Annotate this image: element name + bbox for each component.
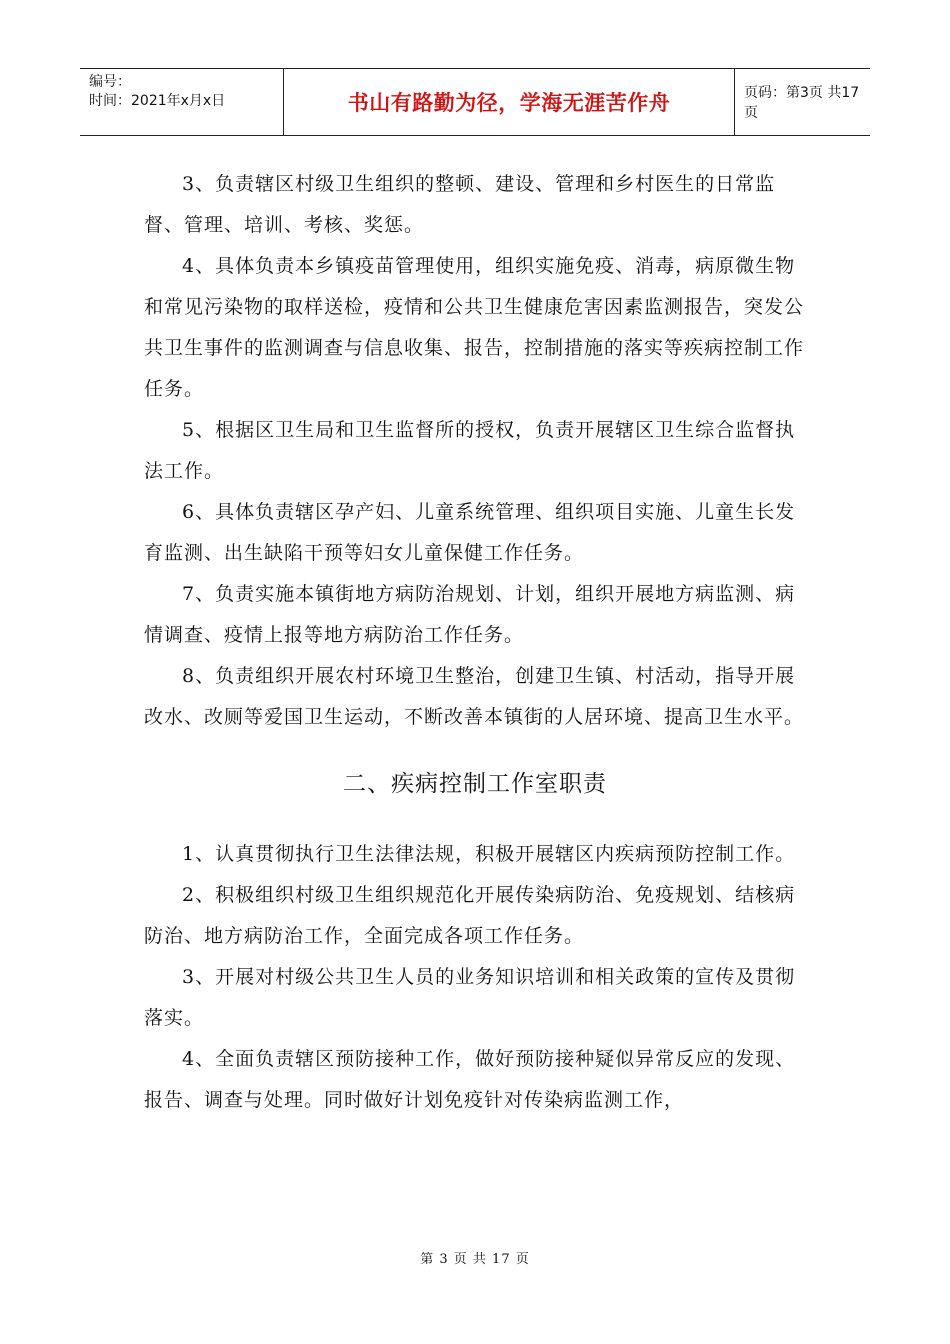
number-label: 编号： [89, 74, 131, 90]
paragraph: 3、开展对村级公共卫生人员的业务知识培训和相关政策的宣传及贯彻落实。 [144, 966, 796, 1029]
paragraph: 3、负责辖区村级卫生组织的整顿、建设、管理和乡村医生的日常监督、管理、培训、考核、奖惩。 [144, 173, 776, 236]
document-body [144, 164, 806, 1121]
section-heading: 二、疾病控制工作室职责 [343, 771, 607, 797]
paragraph: 8、负责组织开展农村环境卫生整治，创建卫生镇、村活动，指导开展改水、改厕等爱国卫生运动，不断改善本镇街的人居环境、提高卫生水平。 [144, 665, 805, 728]
motto: 书山有路勤为径，学海无涯苦作舟 [347, 91, 671, 115]
paragraph: 2、积极组织村级卫生组织规范化开展传染病防治、免疫规划、结核病防治、地方病防治工作，全面完成各项工作任务。 [144, 884, 796, 947]
page-code: 页码：第3页 共17页 [744, 85, 860, 121]
header-meta [80, 69, 283, 135]
paragraph: 6、具体负责辖区孕产妇、儿童系统管理、组织项目实施、儿童生长发育监测、出生缺陷干预等妇女儿童保健工作任务。 [144, 501, 796, 564]
document-header [80, 68, 870, 136]
page-footer: 第 3 页 共 17 页 [420, 1252, 530, 1267]
paragraph: 7、负责实施本镇街地方病防治规划、计划，组织开展地方病监测、病情调查、疫情上报等地方病防治工作任务。 [144, 583, 796, 646]
header-motto-cell [283, 69, 735, 135]
paragraph: 4、具体负责本乡镇疫苗管理使用，组织实施免疫、消毒，病原微生物和常见污染物的取样送检，疫情和公共卫生健康危害因素监测报告，突发公共卫生事件的监测调查与信息收集、报告，控制措施的落实等疾病控制工作任务。 [144, 255, 805, 400]
paragraph: 1、认真贯彻执行卫生法律法规，积极开展辖区内疾病预防控制工作。 [182, 843, 796, 865]
time-label: 时间：2021年x月x日 [89, 93, 226, 109]
header-page-code-cell [735, 69, 870, 135]
paragraph: 4、全面负责辖区预防接种工作，做好预防接种疑似异常反应的发现、报告、调查与处理。同时做好计划免疫针对传染病监测工作， [144, 1048, 796, 1111]
paragraph: 5、根据区卫生局和卫生监督所的授权，负责开展辖区卫生综合监督执法工作。 [144, 419, 796, 482]
